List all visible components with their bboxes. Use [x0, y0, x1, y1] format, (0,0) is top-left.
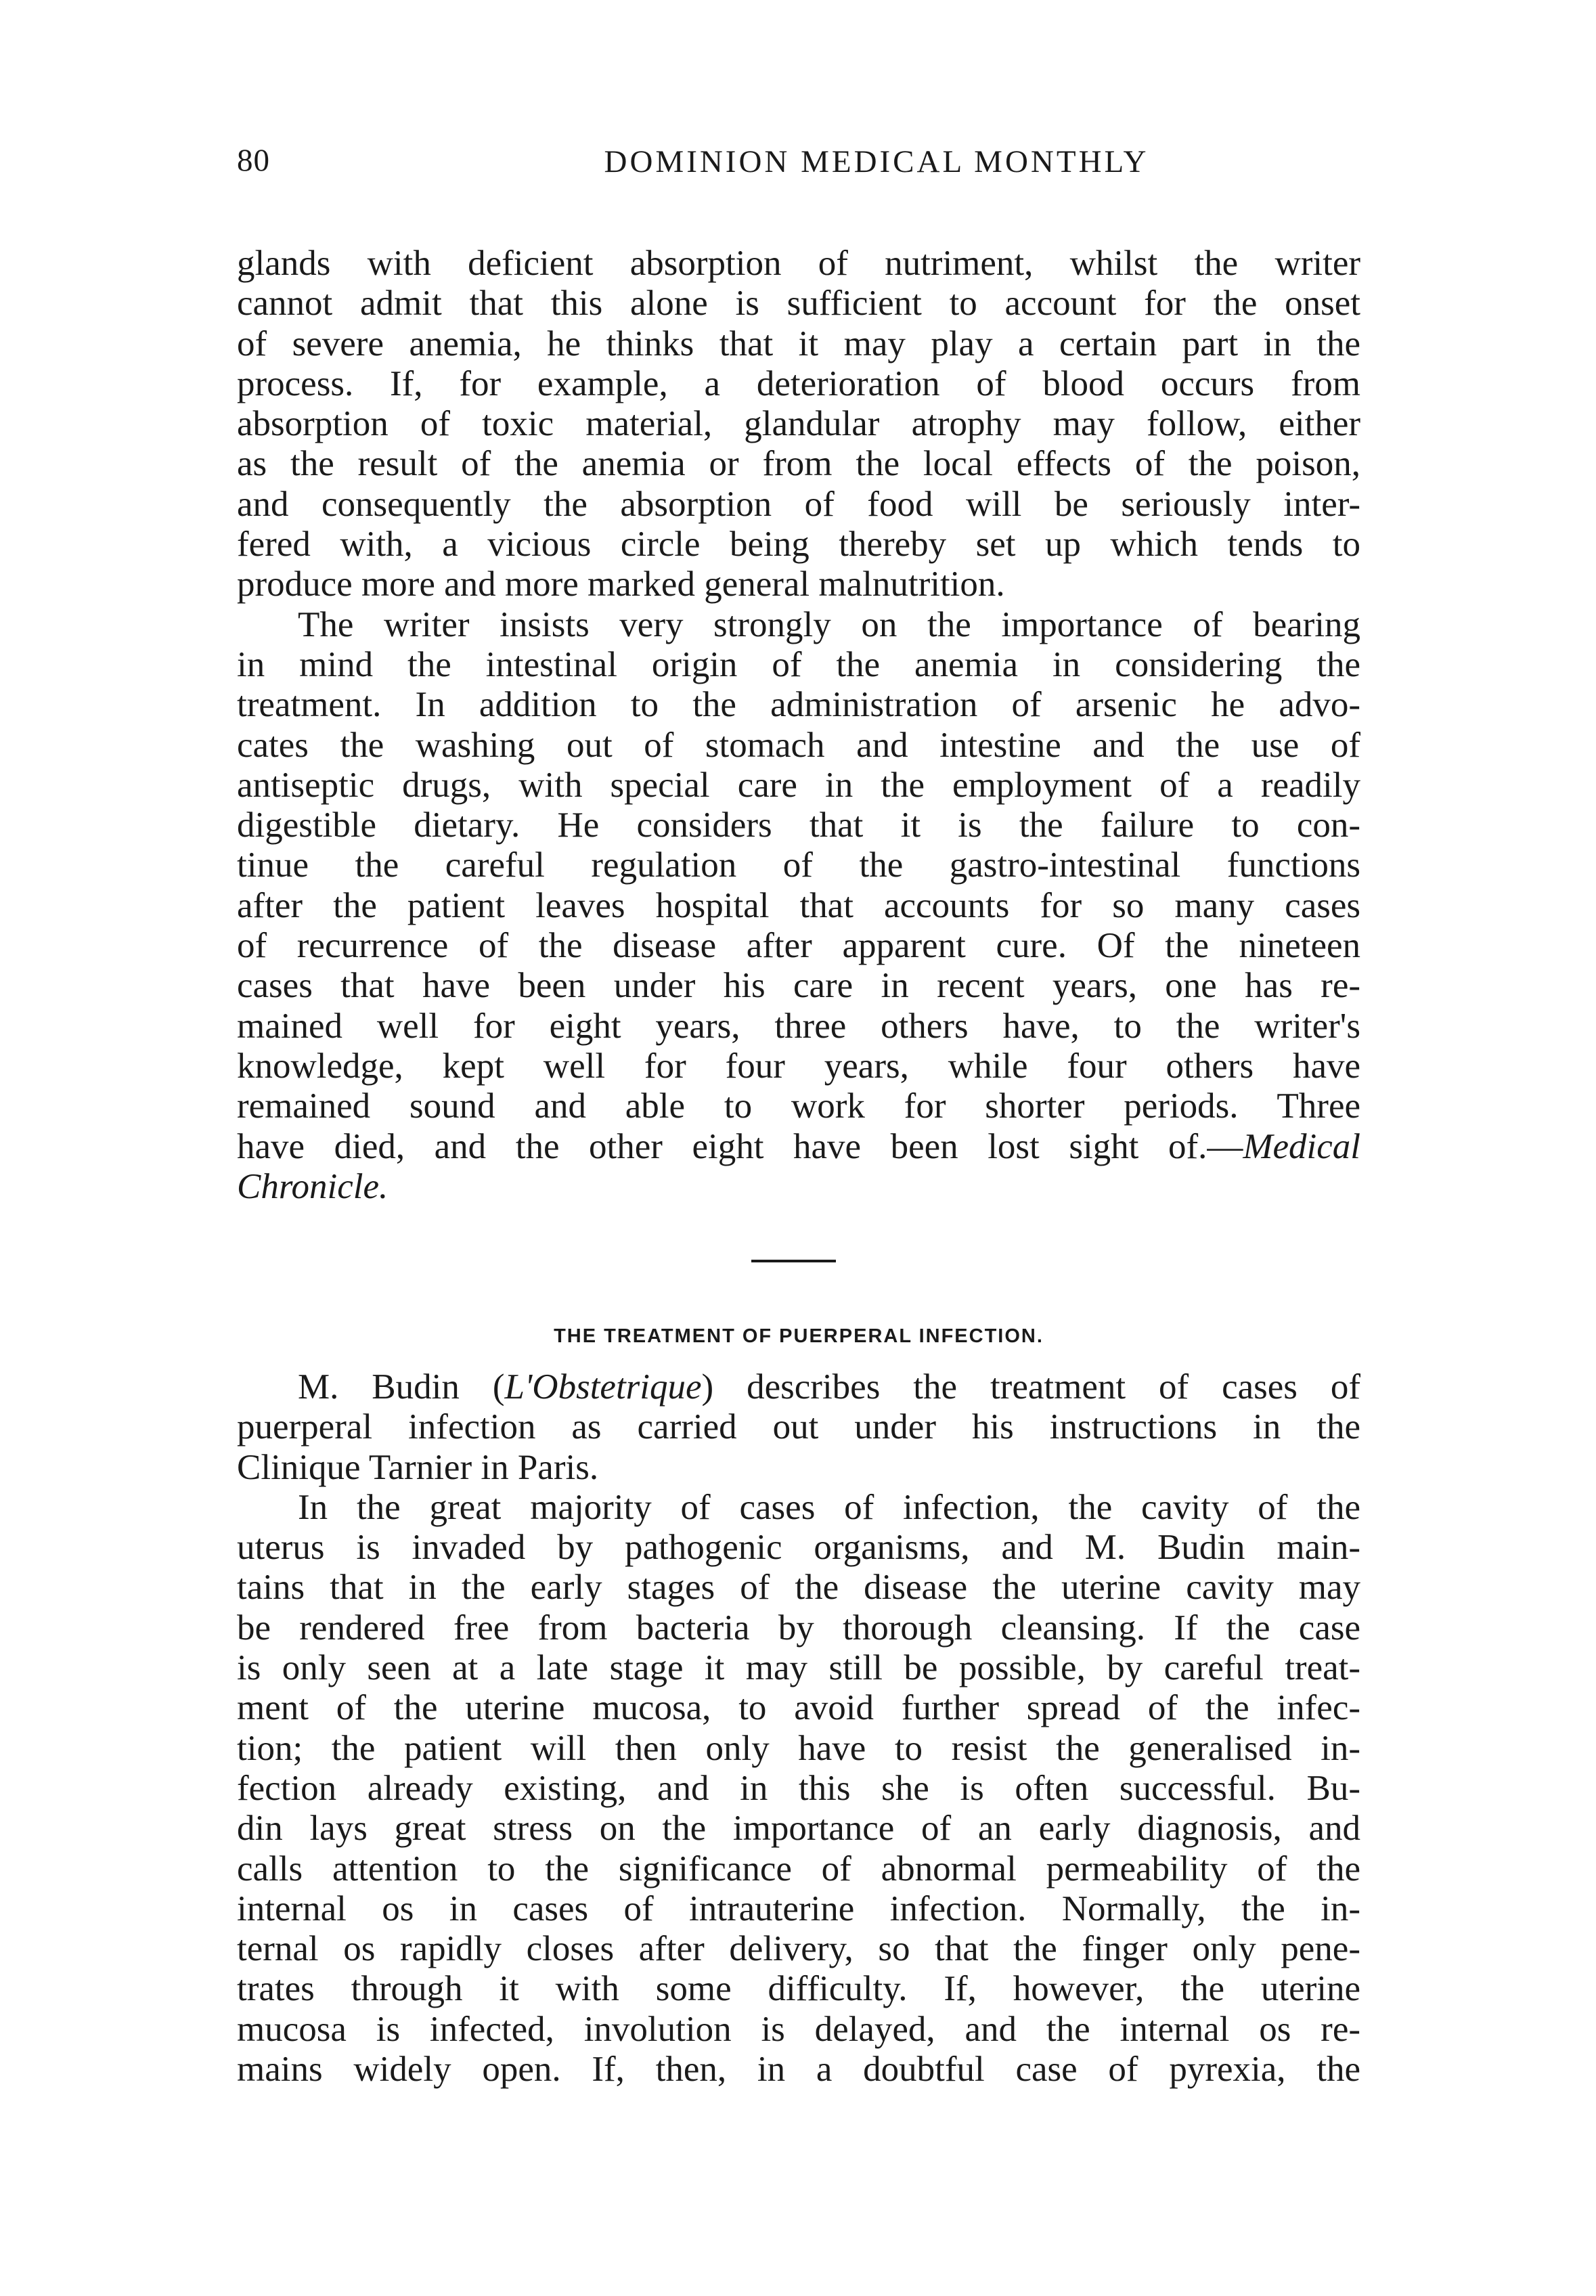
source-citation: Medical	[1243, 1126, 1360, 1166]
text-line: The writer insists very strongly on the importance of bearing	[298, 604, 1360, 644]
text-line-with-source	[237, 1127, 1360, 1167]
text-line: is only seen at a late stage it may still be possible, by careful treat-	[237, 1648, 1360, 1688]
text-line: mains widely open. If, then, in a doubtful case of pyrexia, the	[237, 2050, 1360, 2090]
text-line: cates the washing out of stomach and intestine and the use of	[237, 725, 1360, 765]
text-fragment: ) describes the treatment of cases of	[701, 1367, 1360, 1407]
text-line: treatment. In addition to the administration of arsenic he advo-	[237, 685, 1360, 725]
text-line: mucosa is infected, involution is delayed, and the internal os re-	[237, 2009, 1360, 2049]
text-line: puerperal infection as carried out under his instructions in the	[237, 1407, 1360, 1447]
text-line: ternal os rapidly closes after delivery, so that the finger only pene-	[237, 1929, 1360, 1969]
section-heading: THE TREATMENT OF PUERPERAL INFECTION.	[554, 1325, 1044, 1347]
text-line: be rendered free from bacteria by thorough cleansing. If the case	[237, 1608, 1360, 1648]
text-line: knowledge, kept well for four years, while four others have	[237, 1046, 1360, 1086]
text-line: digestible dietary. He considers that it is the failure to con-	[237, 805, 1360, 845]
text-line: antiseptic drugs, with special care in the employment of a readily	[237, 765, 1360, 805]
text-line: cases that have been under his care in recent years, one has re-	[237, 966, 1360, 1006]
text-line: din lays great stress on the importance of an early diagnosis, and	[237, 1809, 1360, 1849]
text-line: Clinique Tarnier in Paris.	[237, 1447, 599, 1487]
text-line: glands with deficient absorption of nutriment, whilst the writer	[237, 244, 1360, 283]
section-divider	[751, 1260, 836, 1262]
running-head: DOMINION MEDICAL MONTHLY	[604, 144, 1149, 179]
text-line: produce more and more marked general malnutrition.	[237, 565, 1005, 604]
text-line: fection already existing, and in this she is often successful. Bu-	[237, 1768, 1360, 1808]
text-line: calls attention to the significance of abnormal permeability of the	[237, 1849, 1360, 1889]
article-puerperal-infection	[237, 1367, 1360, 2090]
text-line: have died, and the other eight have been lost sight of.—	[237, 1126, 1243, 1166]
text-line: In the great majority of cases of infection, the cavity of the	[298, 1487, 1360, 1527]
article-continued	[237, 244, 1360, 1207]
text-line: after the patient leaves hospital that accounts for so many cases	[237, 885, 1360, 925]
source-citation-end: Chronicle.	[237, 1166, 389, 1206]
text-line: tinue the careful regulation of the gastro-intestinal functions	[237, 845, 1360, 885]
text-line: absorption of toxic material, glandular atrophy may follow, either	[237, 404, 1360, 444]
text-line-first	[237, 1367, 1360, 1407]
text-line: fered with, a vicious circle being thereby set up which tends to	[237, 525, 1360, 565]
text-line: in mind the intestinal origin of the anemia in considering the	[237, 644, 1360, 684]
text-line: tion; the patient will then only have to resist the generalised in-	[237, 1728, 1360, 1768]
text-line: and consequently the absorption of food will be seriously inter-	[237, 484, 1360, 524]
text-line: of severe anemia, he thinks that it may play a certain part in the	[237, 324, 1360, 363]
text-line: mained well for eight years, three others have, to the writer's	[237, 1006, 1360, 1046]
text-line: ment of the uterine mucosa, to avoid further spread of the infec-	[237, 1688, 1360, 1728]
text-line: tains that in the early stages of the disease the uterine cavity may	[237, 1568, 1360, 1608]
text-fragment: M. Budin (	[298, 1367, 505, 1407]
journal-title: L'Obstetrique	[504, 1367, 702, 1407]
text-line: as the result of the anemia or from the local effects of the poison,	[237, 444, 1360, 484]
page-number: 80	[237, 143, 270, 178]
text-line: of recurrence of the disease after apparent cure. Of the nineteen	[237, 926, 1360, 966]
text-line: cannot admit that this alone is sufficient to account for the onset	[237, 284, 1360, 324]
text-line: uterus is invaded by pathogenic organisms, and M. Budin main-	[237, 1528, 1360, 1568]
text-line: remained sound and able to work for shorter periods. Three	[237, 1086, 1360, 1126]
text-line: internal os in cases of intrauterine infection. Normally, the in-	[237, 1889, 1360, 1928]
text-line: process. If, for example, a deterioration of blood occurs from	[237, 363, 1360, 403]
text-line: trates through it with some difficulty. If, however, the uterine	[237, 1969, 1360, 2009]
